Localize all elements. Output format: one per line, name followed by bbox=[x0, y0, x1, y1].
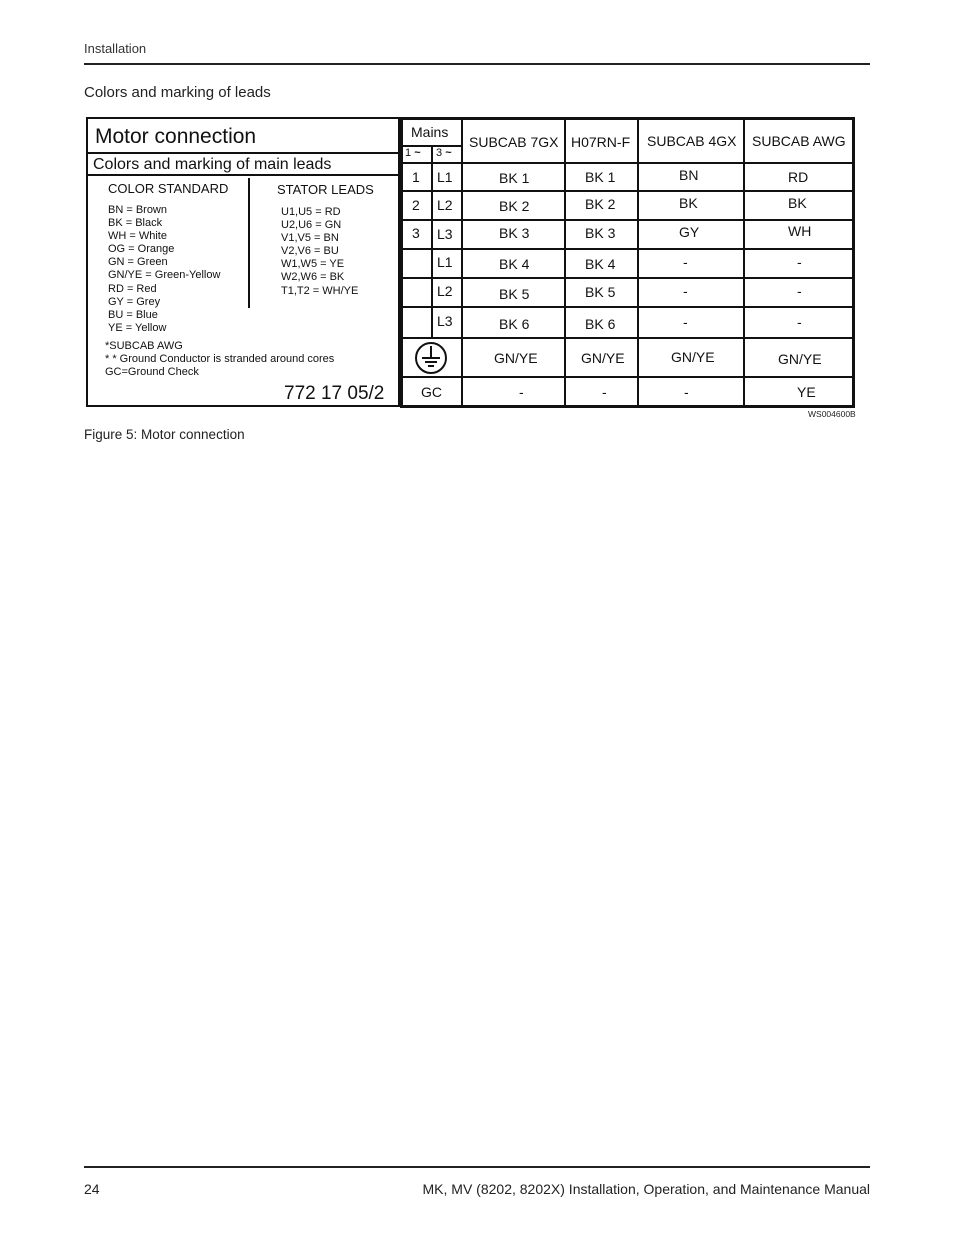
stator-lead-item: U1,U5 = RD bbox=[281, 206, 341, 218]
table-cell: WH bbox=[788, 223, 812, 239]
section-title: Colors and marking of leads bbox=[84, 84, 271, 101]
color-standard-list bbox=[108, 204, 220, 335]
three-phase-lead: L3 bbox=[437, 226, 453, 242]
color-standard-item: YE = Yellow bbox=[108, 321, 167, 334]
table-cell: - bbox=[602, 384, 607, 400]
ground-icon bbox=[414, 341, 448, 378]
lead-table bbox=[400, 117, 855, 407]
col-line bbox=[637, 117, 639, 407]
table-cell: BK 4 bbox=[585, 256, 616, 272]
table-cell: BK 5 bbox=[499, 286, 530, 302]
stator-lead-item: W1,W5 = YE bbox=[281, 258, 345, 271]
manual-title: MK, MV (8202, 8202X) Installation, Operation, and Maintenance Manual bbox=[422, 1181, 870, 1197]
figure-title: Motor connection bbox=[95, 125, 257, 148]
col-line bbox=[743, 117, 745, 407]
column-header-subcab-4gx: SUBCAB 4GX bbox=[647, 133, 737, 149]
col-line bbox=[564, 117, 566, 407]
table-cell: - bbox=[797, 254, 802, 270]
table-cell: BK 1 bbox=[499, 170, 530, 186]
table-cell: GY bbox=[679, 224, 700, 240]
stator-lead-item: T1,T2 = WH/YE bbox=[281, 284, 359, 297]
table-cell: BK 3 bbox=[585, 225, 616, 241]
legend-divider bbox=[248, 178, 250, 308]
note-line: GC=Ground Check bbox=[105, 366, 199, 379]
color-standard-item: BU = Blue bbox=[108, 308, 158, 321]
single-phase-lead: 2 bbox=[412, 197, 420, 213]
table-cell: BK 3 bbox=[499, 225, 530, 241]
notes bbox=[105, 340, 334, 379]
single-phase-header bbox=[405, 147, 421, 159]
table-border-right bbox=[852, 117, 855, 407]
part-number: 772 17 05/2 bbox=[284, 383, 385, 404]
column-header-subcab-7gx: SUBCAB 7GX bbox=[469, 134, 559, 150]
table-cell: BK 2 bbox=[585, 196, 616, 212]
ground-check-label: GC bbox=[421, 384, 442, 400]
row-line bbox=[400, 162, 855, 164]
motor-connection-legend-panel bbox=[86, 117, 400, 407]
table-cell: BK 6 bbox=[585, 316, 616, 332]
column-header-subcab-awg: SUBCAB AWG bbox=[752, 133, 846, 149]
color-standard-item: GY = Grey bbox=[108, 295, 161, 308]
phase-symbol-icon: ~ bbox=[445, 147, 452, 159]
three-phase-header bbox=[436, 147, 452, 159]
table-cell: - bbox=[683, 254, 688, 270]
three-phase-lead: L3 bbox=[437, 313, 453, 329]
ground-symbol-icon bbox=[414, 341, 448, 375]
color-standard-item: OG = Orange bbox=[108, 243, 175, 256]
table-cell: BK 6 bbox=[499, 316, 530, 332]
table-cell: - bbox=[797, 314, 802, 330]
single-phase-label: 1 bbox=[405, 147, 412, 159]
col-line bbox=[461, 117, 463, 407]
row-line bbox=[400, 277, 855, 279]
subtitle-bar bbox=[88, 152, 398, 176]
row-line bbox=[400, 219, 855, 221]
table-cell: GN/YE bbox=[778, 351, 822, 367]
figure-subtitle: Colors and marking of main leads bbox=[93, 156, 332, 173]
color-standard-heading: COLOR STANDARD bbox=[108, 181, 229, 196]
stator-leads-heading: STATOR LEADS bbox=[277, 182, 374, 197]
color-standard-item: GN = Green bbox=[108, 256, 168, 269]
table-cell: - bbox=[683, 314, 688, 330]
table-cell: GN/YE bbox=[671, 349, 715, 365]
table-cell: GN/YE bbox=[494, 350, 538, 366]
table-cell: BK 2 bbox=[499, 198, 530, 214]
table-cell: - bbox=[519, 384, 524, 400]
stator-lead-item: V1,V5 = BN bbox=[281, 232, 339, 245]
row-line bbox=[400, 337, 855, 339]
running-header: Installation bbox=[84, 41, 147, 56]
table-border-left bbox=[400, 117, 403, 407]
row-line bbox=[400, 190, 855, 192]
table-cell: BK 4 bbox=[499, 256, 530, 272]
column-header-h07rn-f: H07RN-F bbox=[571, 134, 631, 150]
table-cell: BK 5 bbox=[585, 284, 616, 300]
table-border-top bbox=[400, 117, 855, 120]
three-phase-lead: L1 bbox=[437, 254, 453, 270]
three-phase-lead: L2 bbox=[437, 197, 453, 213]
table-border-bottom bbox=[400, 405, 855, 408]
figure-caption: Figure 5: Motor connection bbox=[84, 427, 245, 442]
note-line: *SUBCAB AWG bbox=[105, 340, 183, 352]
table-cell: YE bbox=[797, 384, 816, 400]
color-standard-item: RD = Red bbox=[108, 282, 157, 295]
table-cell: BN bbox=[679, 167, 699, 183]
row-line bbox=[400, 376, 855, 378]
page-number: 24 bbox=[84, 1181, 100, 1197]
stator-leads-list bbox=[281, 206, 358, 298]
color-standard-item: BK = Black bbox=[108, 217, 163, 230]
phase-symbol-icon: ~ bbox=[414, 147, 421, 159]
table-cell: - bbox=[684, 384, 689, 400]
row-line bbox=[400, 248, 855, 250]
color-standard-item: GN/YE = Green-Yellow bbox=[108, 269, 221, 282]
single-phase-lead: 1 bbox=[412, 169, 420, 185]
three-phase-lead: L1 bbox=[437, 169, 453, 185]
table-cell: BK bbox=[788, 195, 807, 211]
table-cell: - bbox=[683, 283, 688, 299]
stator-lead-item: V2,V6 = BU bbox=[281, 245, 339, 258]
mains-header: Mains bbox=[411, 124, 449, 140]
stator-lead-item: W2,W6 = BK bbox=[281, 271, 345, 284]
color-standard-item: WH = White bbox=[108, 230, 167, 243]
table-cell: BK bbox=[679, 195, 698, 211]
note-line: * * Ground Conductor is stranded around cores bbox=[105, 353, 335, 366]
table-cell: - bbox=[797, 283, 802, 299]
footer-rule bbox=[84, 1166, 870, 1168]
table-cell: GN/YE bbox=[581, 350, 625, 366]
table-cell: BK 1 bbox=[585, 169, 616, 185]
three-phase-label: 3 bbox=[436, 147, 443, 159]
stator-lead-item: U2,U6 = GN bbox=[281, 219, 342, 232]
mains-col-line bbox=[431, 145, 433, 337]
single-phase-lead: 3 bbox=[412, 225, 420, 241]
table-cell: RD bbox=[788, 169, 809, 185]
three-phase-lead: L2 bbox=[437, 283, 453, 299]
header-rule bbox=[84, 63, 870, 65]
color-standard-item: BN = Brown bbox=[108, 204, 167, 216]
row-line bbox=[400, 306, 855, 308]
drawing-id: WS004600B bbox=[808, 409, 856, 419]
